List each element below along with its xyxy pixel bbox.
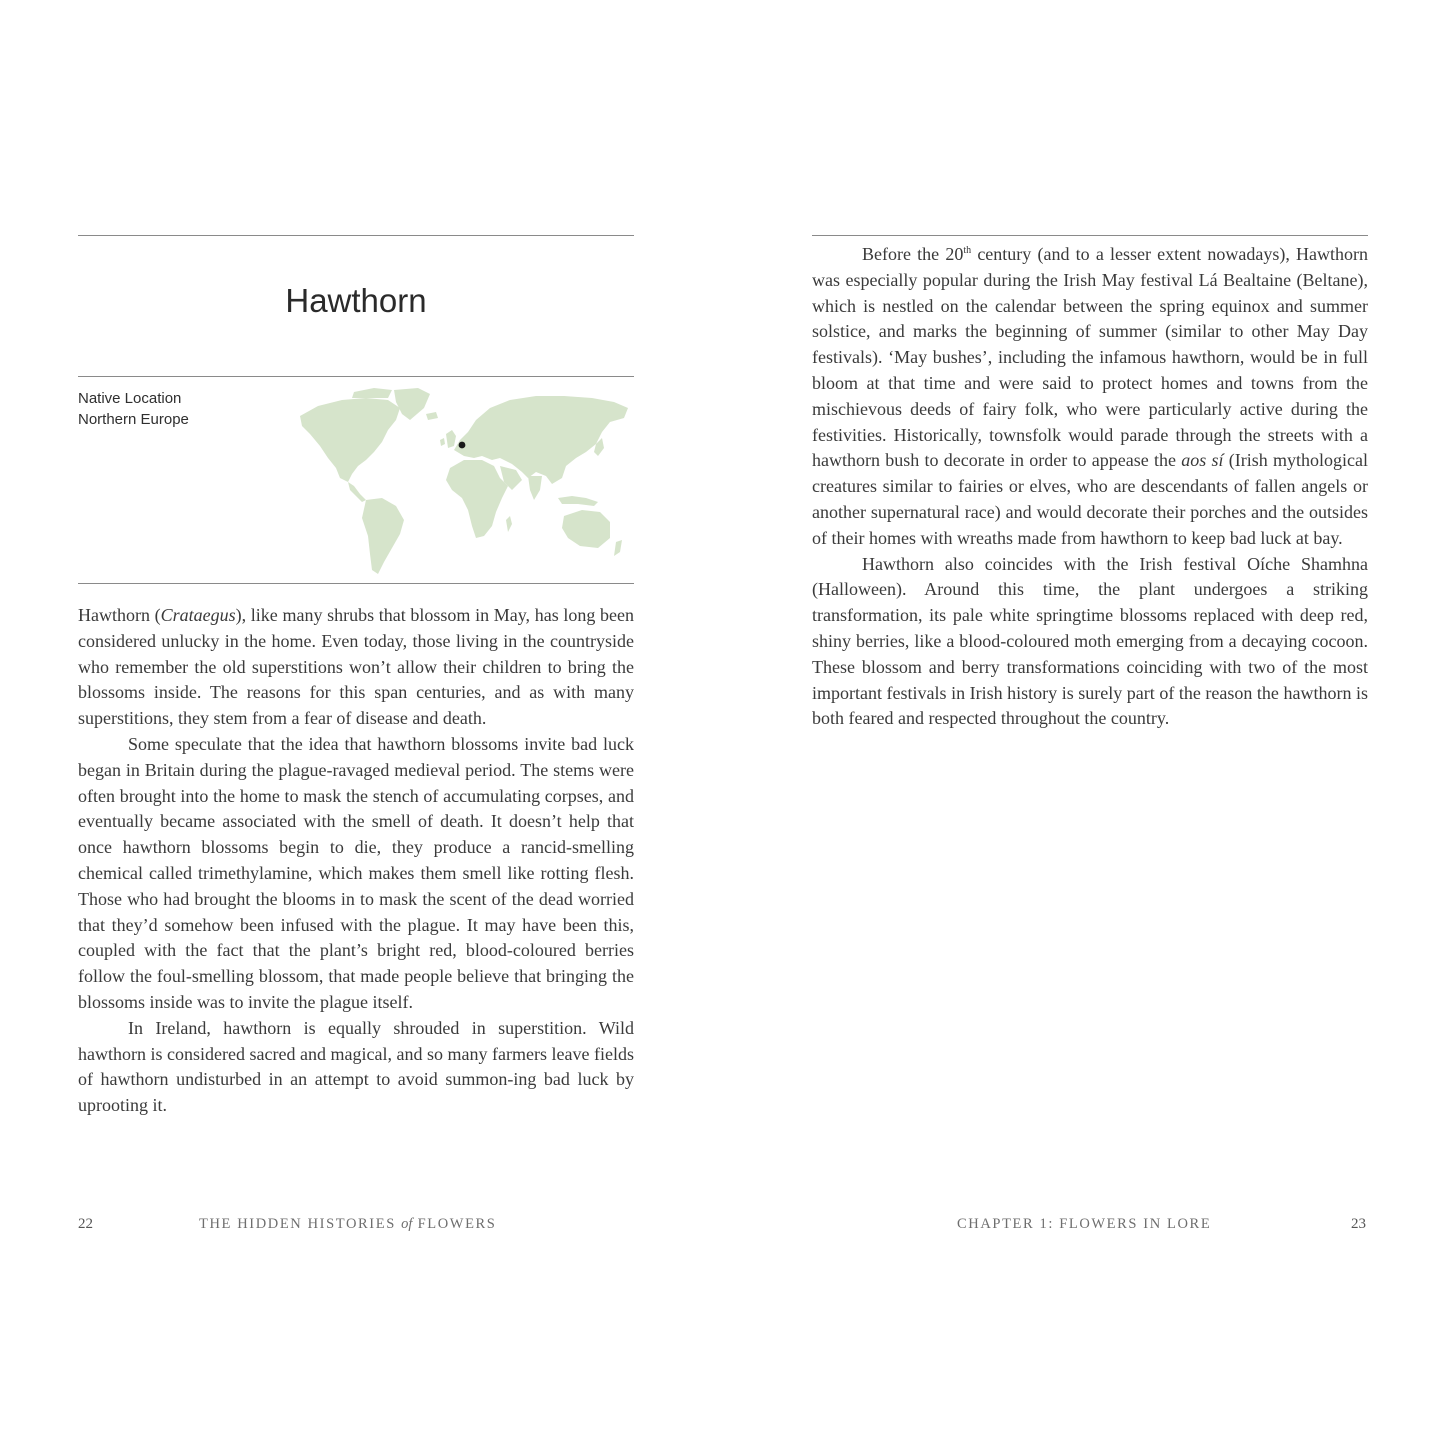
page-title: Hawthorn: [285, 282, 427, 319]
paragraph: Some speculate that the idea that hawthorn blossoms invite bad luck began in Britain during the plague-ravaged medieval period. The stems were often brought into the home to mask the stench of accumulating corpses, and eventually became associated with the smell of death. It doesn’t help that once hawthorn blossoms begin to die, they produce a rancid-smelling chemical called trimethylamine, which makes them smell like rotting flesh. Those who had brought the blooms in to mask the scent of the dead worried that they’d somehow been infused with the plague. It may have been this, coupled with the fact that the plant’s bright red, blood-coloured berries follow the foul-smelling blossom, that made people believe that bringing the blossoms inside was to invite the plague itself.: [78, 733, 634, 1012]
top-rule-left: [78, 235, 634, 236]
location-dot: [459, 442, 466, 449]
running-head-text: THE HIDDEN HISTORIES: [199, 1216, 402, 1232]
running-head-left: [199, 1216, 496, 1233]
right-body-text: [812, 242, 1368, 732]
paragraph: In Ireland, hawthorn is equally shrouded in superstition. Wild hawthorn is considered sacred and magical, and so many farmers leave fields of hawthorn undisturbed in an attempt to avoid summon-ing bad luck by uprooting it.: [78, 1017, 634, 1116]
ordinal-suffix: th: [963, 245, 972, 256]
text-run: Before the 20: [862, 244, 964, 264]
paragraph: Hawthorn also coincides with the Irish festival Oíche Shamhna (Halloween). Around this time, the plant undergoes a striking transformation, its pale white springtime blossoms replaced with deep red, shiny berries, like a blood-coloured moth emerging from a decaying cocoon. These blossom and berry transformations coinciding with two of the most important festivals in Irish history is surely part of the reason the hawthorn is both feared and respected throughout the country.: [812, 553, 1368, 729]
running-head-right: CHAPTER 1: FLOWERS IN LORE: [957, 1216, 1212, 1232]
scientific-name: Crataegus: [160, 605, 236, 625]
paragraph: [812, 242, 1368, 552]
map-land: [300, 388, 628, 574]
native-location: [78, 388, 189, 430]
native-location-value: Northern Europe: [78, 411, 189, 428]
page-number-right: 23: [1351, 1216, 1366, 1232]
page-number-left: 22: [78, 1216, 93, 1232]
top-rule-right: [812, 235, 1368, 236]
irish-term: aos sí: [1181, 450, 1224, 471]
text-run: century (and to a lesser extent nowadays), Hawthorn was especially popular during the Irish May festival Lá Bealtaine (Beltane), which is nestled on the calendar between the spring equinox and summer solstice, and marks the beginning of summer (similar to other May Day festivals). ‘May bushes’, including the infamous hawthorn, would be in full bloom at that time and were said to protect homes and towns from the mischievous deeds of fairy folk, who were particularly active during the festivities. Historically, townsfolk would parade through the streets with a hawthorn bush to decorate in order to appease the: [812, 244, 1368, 471]
paragraph: [78, 603, 634, 732]
info-bottom-rule: [78, 583, 634, 584]
text-run: (Irish mythological creatures similar to fairies or elves, who are descendants of fallen angels or another supernatural race) and would decorate their porches and the outsides of their homes with wreaths made from hawthorn to keep bad luck at bay.: [812, 450, 1368, 548]
left-body-text: [78, 603, 634, 1119]
text-run: ), like many shrubs that blossom in May, has long been considered unlucky in the home. Even today, those living in the countryside who remember the old superstitions won’t allow their children to bring the blossoms inside. The reasons for this span centuries, and as with many superstitions, they stem from a fear of disease and death.: [78, 605, 634, 729]
info-top-rule: [78, 376, 634, 377]
running-head-text: FLOWERS: [412, 1216, 497, 1232]
running-head-of: of: [401, 1216, 413, 1232]
text-run: Hawthorn (: [78, 605, 161, 625]
native-location-label: Native Location: [78, 390, 182, 407]
world-map: [296, 386, 634, 576]
